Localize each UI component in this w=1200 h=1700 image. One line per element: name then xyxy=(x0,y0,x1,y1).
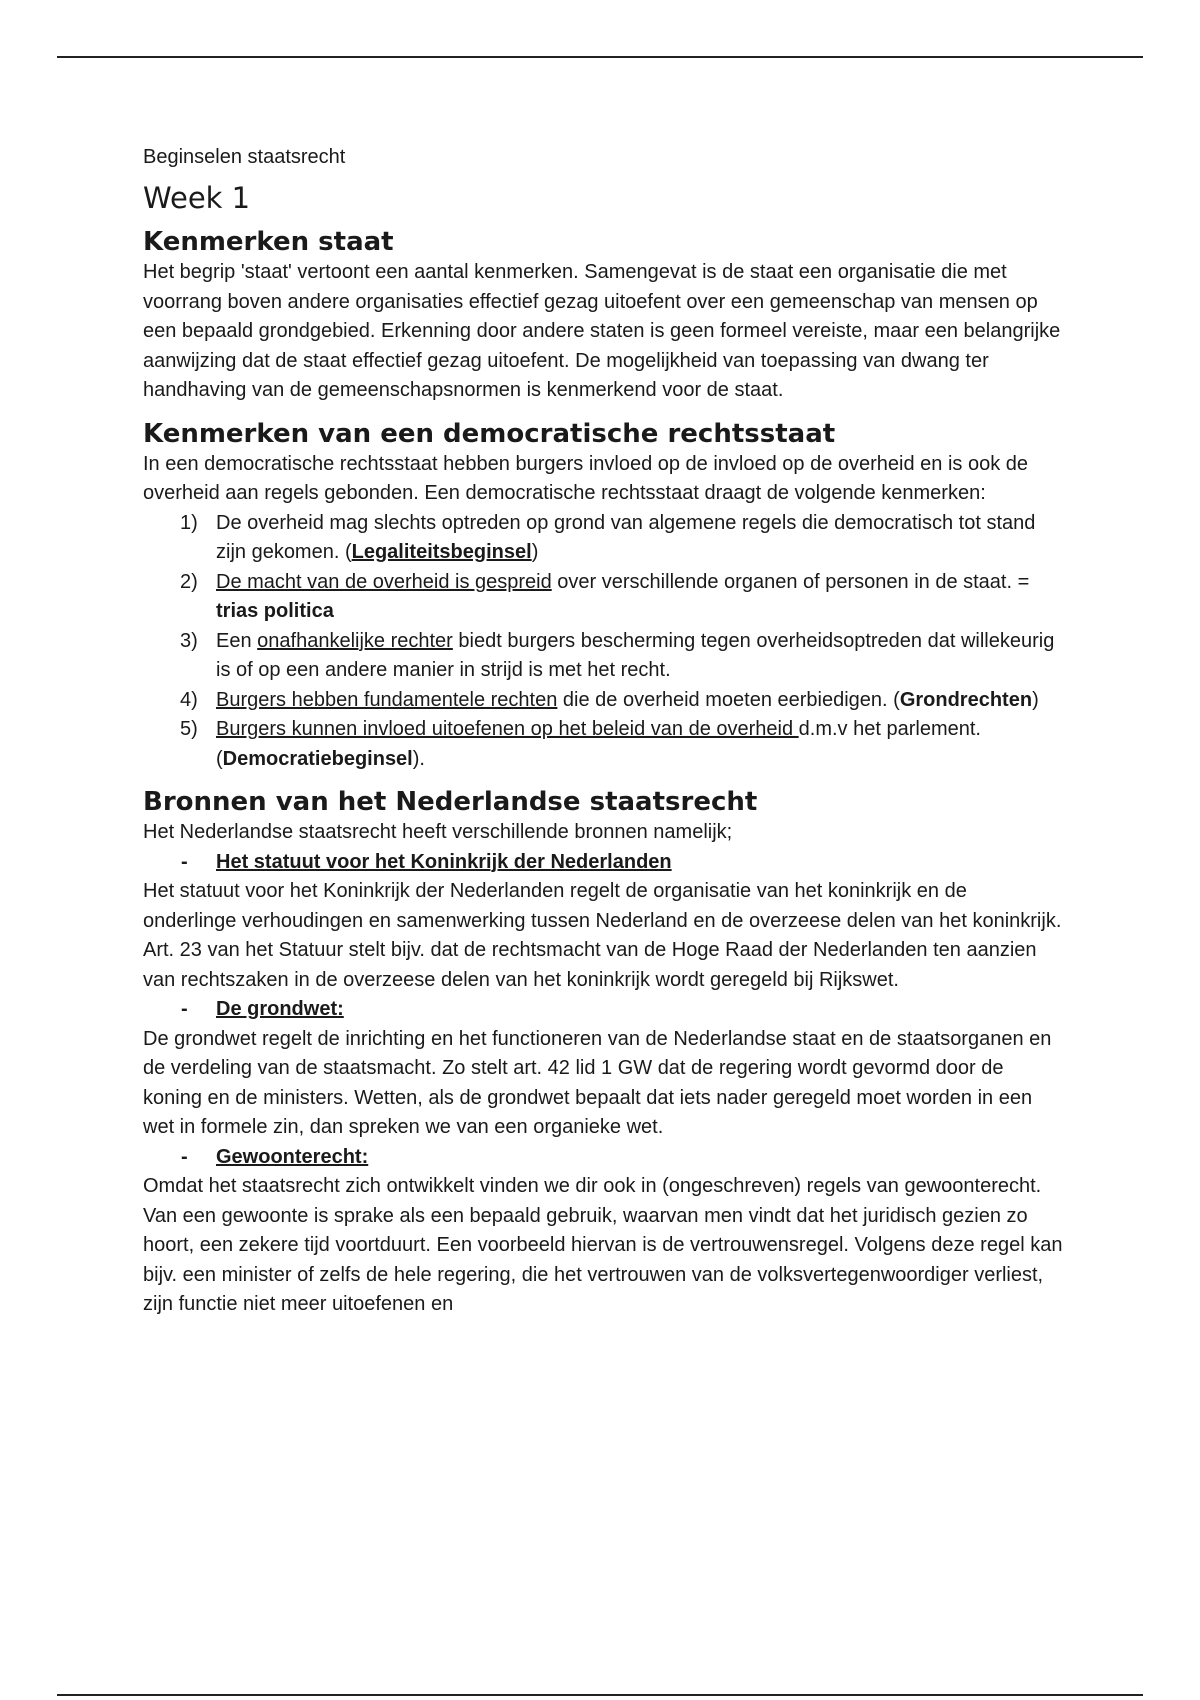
section-heading: Kenmerken van een democratische rechtsstaat xyxy=(143,418,836,449)
section-heading: Kenmerken staat xyxy=(143,227,394,257)
source-heading xyxy=(143,848,1063,878)
source-title: Het statuut voor het Koninkrijk der Nederlanden xyxy=(216,850,672,873)
paragraph: Het statuut voor het Koninkrijk der Nederlanden regelt de organisatie van het koninkrijk en de onderlinge verhoudingen en samenwerking tussen Nederland en de overzeese delen van het koninkrijk. Art. 23 van het Statuur stelt bijv. dat de rechtsmacht van de Hoge Raad der Nederlanden ten aanzien van rechtszaken in de overzeese delen van het koninkrijk wordt geregeld bij Rijkswet. xyxy=(143,880,1062,991)
list-number: 3) xyxy=(180,629,198,652)
section-bronnen-staatsrecht xyxy=(143,786,1063,1320)
item-underlined-text: De macht van de overheid is gespreid xyxy=(216,570,552,593)
dash-bullet: - xyxy=(181,1145,188,1168)
paragraph: Omdat het staatsrecht zich ontwikkelt vinden we dir ook in (ongeschreven) regels van gewoonterecht. Van een gewoonte is sprake als een bepaald gebruik, waarvan men vindt dat het juridisch gezien zo hoort, een zekere tijd voortduurt. Een voorbeeld hiervan is de vertrouwensregel. Volgens deze regel kan bijv. een minister of zelfs de hele regering, die het vertrouwen van de volksvertegenwoordiger verliest, zijn functie niet meer uitoefenen en xyxy=(143,1175,1063,1315)
section-kenmerken-staat xyxy=(143,226,1063,406)
list-number: 4) xyxy=(180,688,198,711)
list-number: 1) xyxy=(180,511,198,534)
item-text: ). xyxy=(412,747,425,770)
header-rule xyxy=(57,56,1143,58)
section-heading: Bronnen van het Nederlandse staatsrecht xyxy=(143,787,758,817)
item-text: die de overheid moeten eerbiedigen. ( xyxy=(557,688,900,711)
week-heading: Week 1 xyxy=(143,181,251,215)
item-underlined-text: Burgers hebben fundamentele rechten xyxy=(216,688,558,711)
paragraph: Het Nederlandse staatsrecht heeft verschillende bronnen namelijk; xyxy=(143,821,733,843)
item-underlined-text: Burgers kunnen invloed uitoefenen op het beleid van de overheid xyxy=(216,718,799,740)
paragraph: In een democratische rechtsstaat hebben burgers invloed op de invloed op de overheid en is ook de overheid aan regels gebonden. Een democratische rechtsstaat draagt de volgende kenmerken: xyxy=(143,452,1029,504)
section-democratische-rechtsstaat xyxy=(143,418,1063,775)
numbered-list xyxy=(143,509,1063,775)
source-heading xyxy=(143,995,1063,1025)
list-item xyxy=(143,686,1063,716)
item-text: biedt burgers bescherming tegen overheidsoptreden dat willekeurig is of op een andere manier in strijd is met het recht. xyxy=(216,629,1055,681)
item-bold-term: trias politica xyxy=(216,600,334,622)
list-number: 5) xyxy=(180,718,198,740)
list-item xyxy=(143,715,1063,774)
item-bold-term: Grondrechten xyxy=(899,688,1033,711)
paragraph: Het begrip 'staat' vertoont een aantal kenmerken. Samengevat is de staat een organisatie die met voorrang boven andere organisaties effectief gezag uitoefent over een gemeenschap van mensen op een bepaald grondgebied. Erkenning door andere staten is geen formeel vereiste, maar een belangrijke aanwijzing dat de staat effectief gezag uitoefent. De mogelijkheid van toepassing van dwang ter handhaving van de gemeenschapsnormen is kenmerkend voor de staat. xyxy=(143,261,1061,401)
item-bold-term: Legaliteitsbeginsel xyxy=(351,541,532,563)
item-text: over verschillende organen of personen in de staat. = xyxy=(551,570,1030,593)
item-text: ) xyxy=(531,541,539,563)
item-text: Een xyxy=(216,629,258,652)
list-item xyxy=(143,568,1063,627)
item-text: De overheid mag slechts optreden op grond van algemene regels die democratisch tot stand zijn gekomen. ( xyxy=(216,511,1036,563)
footer-rule xyxy=(57,1694,1143,1696)
list-number: 2) xyxy=(180,570,198,593)
document-title: Beginselen staatsrecht xyxy=(143,146,346,168)
list-item xyxy=(143,509,1063,568)
paragraph: De grondwet regelt de inrichting en het functioneren van de Nederlandse staat en de staatsorganen en de verdeling van de staatsmacht. Zo stelt art. 42 lid 1 GW dat de regering wordt gevormd door de koning en de ministers. Wetten, als de grondwet bepaalt dat iets nader geregeld moet worden in een wet in formele zin, dan spreken we van een organieke wet. xyxy=(143,1027,1052,1138)
item-underlined-text: onafhankelijke rechter xyxy=(257,629,453,652)
item-text: ) xyxy=(1032,688,1039,711)
document-body xyxy=(143,144,1063,1332)
dash-bullet: - xyxy=(181,850,188,873)
item-text: d.m.v het parlement. ( xyxy=(216,718,981,770)
source-title: De grondwet: xyxy=(216,998,344,1020)
source-heading xyxy=(143,1143,1063,1173)
dash-bullet: - xyxy=(181,998,188,1020)
list-item xyxy=(143,627,1063,686)
item-bold-term: Democratiebeginsel xyxy=(222,747,413,770)
source-title: Gewoonterecht: xyxy=(216,1145,369,1168)
